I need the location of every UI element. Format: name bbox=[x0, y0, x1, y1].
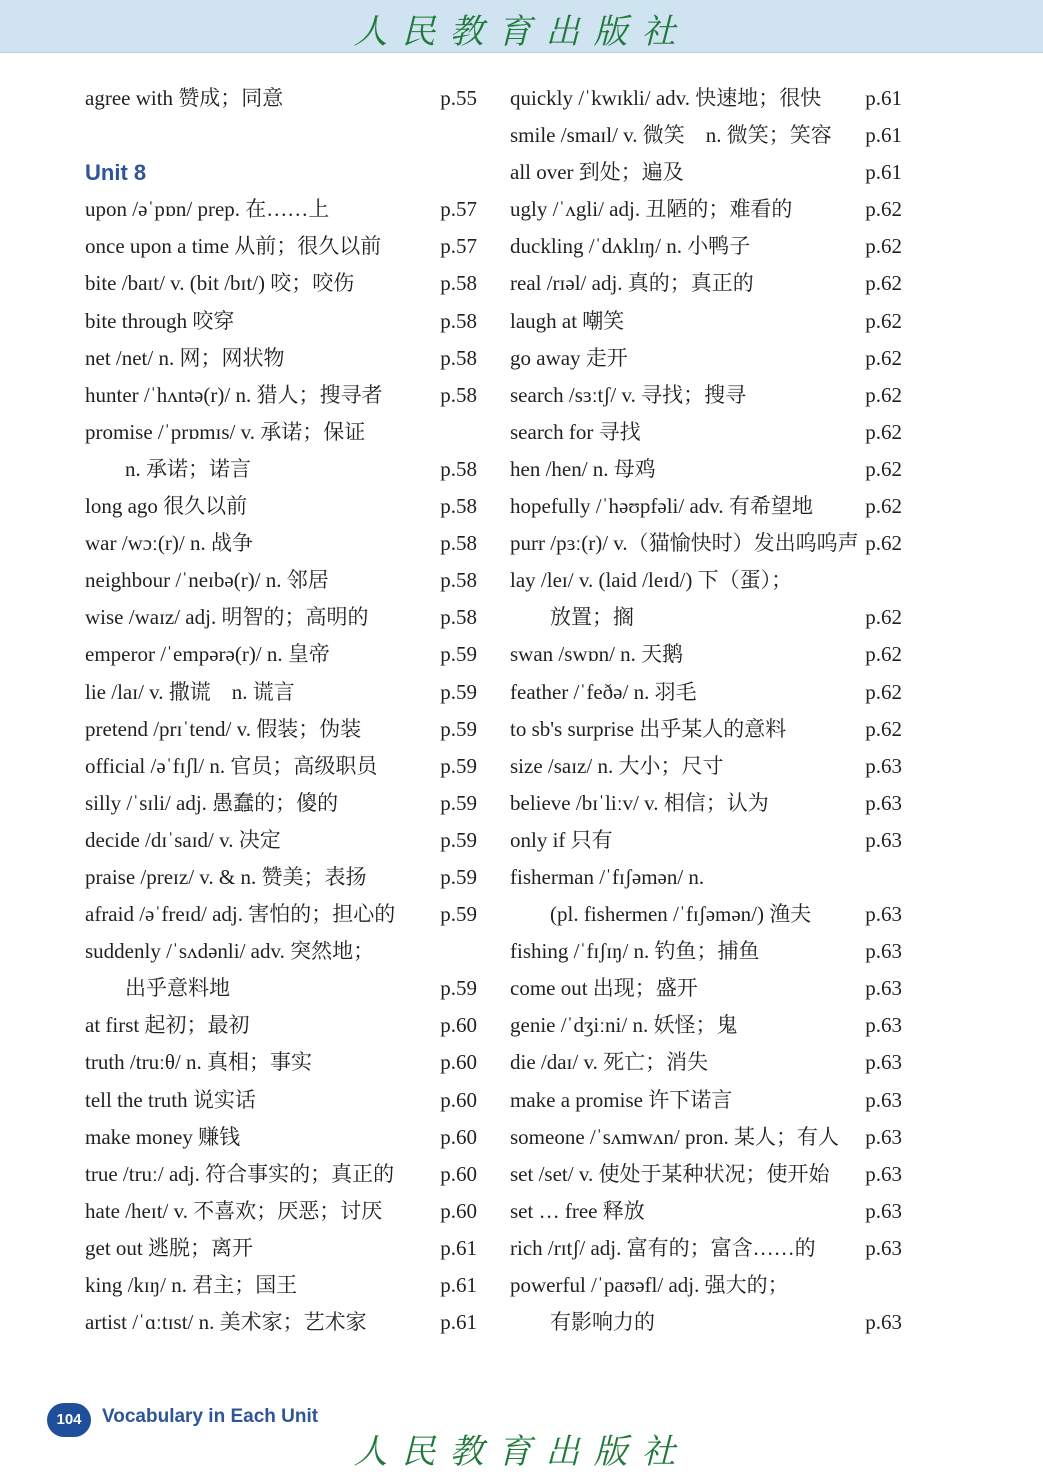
entry-text: search for 寻找 bbox=[510, 419, 641, 444]
entry-page-ref: p.62 bbox=[865, 308, 902, 333]
entry-page-ref: p.62 bbox=[865, 494, 902, 519]
vocabulary-entry bbox=[510, 1007, 902, 1044]
entry-text: only if 只有 bbox=[510, 827, 613, 852]
vocabulary-entry bbox=[510, 674, 902, 711]
entry-page-ref: p.58 bbox=[440, 382, 477, 407]
vocabulary-entry bbox=[85, 488, 477, 525]
entry-text: lie /laɪ/ v. 撒谎 n. 谎言 bbox=[85, 679, 295, 704]
vocabulary-entry bbox=[510, 636, 902, 673]
entry-page-ref: p.59 bbox=[440, 976, 477, 1001]
entry-text: 出乎意料地 bbox=[125, 976, 230, 1001]
vocabulary-entry bbox=[510, 414, 902, 451]
entry-page-ref: p.59 bbox=[440, 753, 477, 778]
vocabulary-entry bbox=[510, 970, 902, 1007]
entry-text: swan /swɒn/ n. 天鹅 bbox=[510, 642, 684, 667]
publisher-logo-bottom: 人民教育出版社 bbox=[353, 1432, 690, 1472]
entry-text: official /əˈfɪʃl/ n. 官员；高级职员 bbox=[85, 753, 378, 778]
entry-text: size /saɪz/ n. 大小；尺寸 bbox=[510, 753, 724, 778]
vocabulary-entry bbox=[85, 599, 477, 636]
vocabulary-entry bbox=[85, 80, 477, 117]
vocabulary-entry bbox=[510, 303, 902, 340]
vocabulary-entry bbox=[85, 1044, 477, 1081]
entry-text: suddenly /ˈsʌdənli/ adv. 突然地； bbox=[85, 939, 375, 964]
entry-page-ref: p.58 bbox=[440, 531, 477, 556]
entry-text: smile /smaɪl/ v. 微笑 n. 微笑；笑容 bbox=[510, 123, 832, 148]
entry-page-ref: p.59 bbox=[440, 864, 477, 889]
entry-text: net /net/ n. 网；网状物 bbox=[85, 345, 285, 370]
vocabulary-entry bbox=[85, 1230, 477, 1267]
entry-text: set /set/ v. 使处于某种状况；使开始 bbox=[510, 1161, 830, 1186]
vocabulary-entry bbox=[85, 785, 477, 822]
entry-page-ref: p.58 bbox=[440, 568, 477, 593]
entry-page-ref: p.62 bbox=[865, 716, 902, 741]
vocabulary-entry bbox=[85, 451, 477, 488]
entry-text: get out 逃脱；离开 bbox=[85, 1235, 253, 1260]
vocabulary-entry bbox=[85, 303, 477, 340]
entry-text: praise /preɪz/ v. & n. 赞美；表扬 bbox=[85, 864, 367, 889]
entry-page-ref: p.63 bbox=[865, 1235, 902, 1260]
entry-page-ref: p.61 bbox=[865, 86, 902, 110]
entry-page-ref: p.55 bbox=[440, 86, 477, 110]
vocabulary-entry bbox=[85, 896, 477, 933]
vocabulary-entry bbox=[510, 1119, 902, 1156]
vocabulary-entry bbox=[85, 1119, 477, 1156]
vocabulary-entry bbox=[510, 896, 902, 933]
entry-page-ref: p.63 bbox=[865, 753, 902, 778]
entry-text: duckling /ˈdʌklɪŋ/ n. 小鸭子 bbox=[510, 234, 751, 259]
vocabulary-entry bbox=[510, 859, 902, 896]
vocabulary-entry bbox=[510, 785, 902, 822]
entry-page-ref: p.58 bbox=[440, 308, 477, 333]
entry-text: someone /ˈsʌmwʌn/ pron. 某人；有人 bbox=[510, 1124, 839, 1149]
vocabulary-entry bbox=[85, 414, 477, 451]
entry-text: 放置；搁 bbox=[550, 605, 634, 630]
entry-page-ref: p.62 bbox=[865, 382, 902, 407]
entry-page-ref: p.61 bbox=[440, 1235, 477, 1260]
entry-text: genie /ˈdʒiːni/ n. 妖怪；鬼 bbox=[510, 1013, 738, 1038]
vocabulary-entry bbox=[85, 1304, 477, 1341]
entry-text: fisherman /ˈfɪʃəmən/ n. bbox=[510, 864, 705, 889]
entry-page-ref: p.63 bbox=[865, 1198, 902, 1223]
vocabulary-entry bbox=[510, 488, 902, 525]
vocabulary-entry bbox=[510, 117, 902, 154]
entry-page-ref: p.60 bbox=[440, 1124, 477, 1149]
entry-text: come out 出现；盛开 bbox=[510, 976, 698, 1001]
entry-page-ref: p.63 bbox=[865, 827, 902, 852]
entry-text: all over 到处；遍及 bbox=[510, 160, 684, 185]
entry-page-ref: p.62 bbox=[865, 531, 902, 556]
entry-page-ref: p.62 bbox=[865, 679, 902, 704]
entry-text: real /rɪəl/ adj. 真的；真正的 bbox=[510, 271, 754, 296]
entry-text: purr /pɜː(r)/ v.（猫愉快时）发出呜呜声 bbox=[510, 531, 859, 556]
entry-text: tell the truth 说实话 bbox=[85, 1087, 256, 1112]
entry-text: die /daɪ/ v. 死亡；消失 bbox=[510, 1050, 709, 1075]
entry-text: n. 承诺；诺言 bbox=[125, 456, 251, 481]
vocabulary-entry bbox=[85, 1156, 477, 1193]
entry-page-ref: p.61 bbox=[865, 160, 902, 185]
entry-page-ref: p.63 bbox=[865, 1013, 902, 1038]
entry-text: artist /ˈɑːtɪst/ n. 美术家；艺术家 bbox=[85, 1310, 367, 1335]
vocabulary-entry bbox=[510, 1230, 902, 1267]
vocabulary-entry bbox=[85, 377, 477, 414]
vocabulary-entry bbox=[510, 822, 902, 859]
entry-text: go away 走开 bbox=[510, 345, 628, 370]
vocabulary-entry bbox=[510, 451, 902, 488]
entry-page-ref: p.63 bbox=[865, 790, 902, 815]
vocabulary-entry bbox=[510, 1156, 902, 1193]
entry-page-ref: p.63 bbox=[865, 939, 902, 964]
vocabulary-entry bbox=[510, 1267, 902, 1304]
entry-text: wise /waɪz/ adj. 明智的；高明的 bbox=[85, 605, 369, 630]
entry-text: quickly /ˈkwɪkli/ adv. 快速地；很快 bbox=[510, 86, 822, 110]
entry-page-ref: p.59 bbox=[440, 716, 477, 741]
entry-text: long ago 很久以前 bbox=[85, 494, 248, 519]
entry-page-ref: p.60 bbox=[440, 1087, 477, 1112]
unit-heading-text: Unit 8 bbox=[85, 160, 147, 186]
entry-page-ref: p.58 bbox=[440, 456, 477, 481]
entry-page-ref: p.63 bbox=[865, 1050, 902, 1075]
entry-page-ref: p.59 bbox=[440, 642, 477, 667]
entry-text: rich /rɪtʃ/ adj. 富有的；富含……的 bbox=[510, 1235, 816, 1260]
entry-text: war /wɔː(r)/ n. 战争 bbox=[85, 531, 253, 556]
vocabulary-entry bbox=[510, 1304, 902, 1341]
vocabulary-entry bbox=[510, 599, 902, 636]
vocabulary-entry bbox=[510, 933, 902, 970]
entry-page-ref: p.63 bbox=[865, 976, 902, 1001]
entry-page-ref: p.60 bbox=[440, 1050, 477, 1075]
entry-text: once upon a time 从前；很久以前 bbox=[85, 234, 382, 259]
vocabulary-entry bbox=[85, 228, 477, 265]
entry-text: make money 赚钱 bbox=[85, 1124, 241, 1149]
vocabulary-entry bbox=[510, 1044, 902, 1081]
vocabulary-entry bbox=[510, 191, 902, 228]
entry-page-ref: p.63 bbox=[865, 1087, 902, 1112]
page-number-badge: 104 bbox=[47, 1403, 91, 1437]
entry-page-ref: p.59 bbox=[440, 679, 477, 704]
entry-page-ref: p.58 bbox=[440, 605, 477, 630]
vocabulary-entry bbox=[510, 154, 902, 191]
entry-text: truth /truːθ/ n. 真相；事实 bbox=[85, 1050, 313, 1075]
vocabulary-entry bbox=[510, 562, 902, 599]
entry-page-ref: p.62 bbox=[865, 197, 902, 222]
entry-text: emperor /ˈempərə(r)/ n. 皇帝 bbox=[85, 642, 330, 667]
vocabulary-entry bbox=[85, 191, 477, 228]
entry-text: afraid /əˈfreɪd/ adj. 害怕的；担心的 bbox=[85, 902, 396, 927]
entry-text: neighbour /ˈneɪbə(r)/ n. 邻居 bbox=[85, 568, 329, 593]
vocabulary-entry bbox=[510, 1082, 902, 1119]
entry-page-ref: p.58 bbox=[440, 345, 477, 370]
entry-text: silly /ˈsɪli/ adj. 愚蠢的；傻的 bbox=[85, 790, 339, 815]
vocabulary-entry bbox=[85, 822, 477, 859]
vocabulary-entry bbox=[510, 711, 902, 748]
entry-page-ref: p.58 bbox=[440, 494, 477, 519]
vocabulary-entry bbox=[85, 1082, 477, 1119]
entry-text: ugly /ˈʌgli/ adj. 丑陋的；难看的 bbox=[510, 197, 793, 222]
vocabulary-entry bbox=[510, 340, 902, 377]
entry-text: king /kɪŋ/ n. 君主；国王 bbox=[85, 1273, 298, 1297]
entry-page-ref: p.60 bbox=[440, 1161, 477, 1186]
entry-page-ref: p.62 bbox=[865, 234, 902, 259]
vocabulary-entry bbox=[85, 1007, 477, 1044]
entry-page-ref: p.62 bbox=[865, 642, 902, 667]
entry-text: bite /baɪt/ v. (bit /bɪt/) 咬；咬伤 bbox=[85, 271, 355, 296]
publisher-logo-top: 人民教育出版社 bbox=[353, 12, 690, 52]
vocabulary-entry bbox=[510, 228, 902, 265]
vocabulary-entry bbox=[85, 1267, 477, 1304]
vocabulary-entry bbox=[85, 1193, 477, 1230]
entry-text: to sb's surprise 出乎某人的意料 bbox=[510, 716, 787, 741]
entry-text: fishing /ˈfɪʃɪŋ/ n. 钓鱼；捕鱼 bbox=[510, 939, 760, 964]
entry-page-ref: p.57 bbox=[440, 197, 477, 222]
entry-page-ref: p.62 bbox=[865, 419, 902, 444]
entry-text: decide /dɪˈsaɪd/ v. 决定 bbox=[85, 827, 281, 852]
entry-page-ref: p.60 bbox=[440, 1198, 477, 1223]
entry-page-ref: p.59 bbox=[440, 902, 477, 927]
vocabulary-entry bbox=[85, 711, 477, 748]
entry-text: pretend /prɪˈtend/ v. 假装；伪装 bbox=[85, 716, 362, 741]
entry-page-ref: p.59 bbox=[440, 827, 477, 852]
entry-text: make a promise 许下诺言 bbox=[510, 1087, 733, 1112]
entry-text: at first 起初；最初 bbox=[85, 1013, 250, 1038]
entry-page-ref: p.61 bbox=[440, 1273, 477, 1297]
entry-text: hen /hen/ n. 母鸡 bbox=[510, 456, 656, 481]
entry-page-ref: p.62 bbox=[865, 456, 902, 481]
entry-page-ref: p.59 bbox=[440, 790, 477, 815]
vocabulary-entry bbox=[85, 933, 477, 970]
vocabulary-entry bbox=[85, 525, 477, 562]
entry-page-ref: p.61 bbox=[865, 123, 902, 148]
vocabulary-entry bbox=[85, 859, 477, 896]
entry-text: promise /ˈprɒmɪs/ v. 承诺；保证 bbox=[85, 419, 366, 444]
vocabulary-entry bbox=[510, 80, 902, 117]
unit-heading bbox=[85, 117, 477, 191]
entry-text: 有影响力的 bbox=[550, 1310, 655, 1335]
entry-text: search /sɜːtʃ/ v. 寻找；搜寻 bbox=[510, 382, 747, 407]
entry-page-ref: p.63 bbox=[865, 1161, 902, 1186]
vocabulary-column-right bbox=[510, 80, 902, 1341]
vocabulary-entry bbox=[510, 265, 902, 302]
entry-text: set … free 释放 bbox=[510, 1198, 645, 1223]
entry-page-ref: p.62 bbox=[865, 345, 902, 370]
entry-text: hate /heɪt/ v. 不喜欢；厌恶；讨厌 bbox=[85, 1198, 383, 1223]
entry-text: laugh at 嘲笑 bbox=[510, 308, 625, 333]
vocabulary-entry bbox=[510, 1193, 902, 1230]
vocabulary-entry bbox=[85, 748, 477, 785]
vocabulary-column-left bbox=[85, 80, 477, 1341]
entry-page-ref: p.63 bbox=[865, 902, 902, 927]
vocabulary-entry bbox=[85, 265, 477, 302]
entry-text: agree with 赞成；同意 bbox=[85, 86, 284, 110]
entry-text: lay /leɪ/ v. (laid /leɪd/) 下（蛋）； bbox=[510, 568, 793, 593]
entry-page-ref: p.61 bbox=[440, 1310, 477, 1335]
entry-page-ref: p.63 bbox=[865, 1124, 902, 1149]
vocabulary-entry bbox=[85, 340, 477, 377]
entry-text: upon /əˈpɒn/ prep. 在……上 bbox=[85, 197, 330, 222]
vocabulary-entry bbox=[85, 562, 477, 599]
section-title: Vocabulary in Each Unit bbox=[102, 1406, 319, 1427]
vocabulary-entry bbox=[85, 636, 477, 673]
entry-text: true /truː/ adj. 符合事实的；真正的 bbox=[85, 1161, 395, 1186]
entry-page-ref: p.58 bbox=[440, 271, 477, 296]
vocabulary-entry bbox=[510, 377, 902, 414]
entry-text: bite through 咬穿 bbox=[85, 308, 235, 333]
entry-page-ref: p.62 bbox=[865, 605, 902, 630]
vocabulary-entry bbox=[85, 674, 477, 711]
entry-text: (pl. fishermen /ˈfɪʃəmən/) 渔夫 bbox=[550, 902, 812, 927]
entry-text: hopefully /ˈhəʊpfəli/ adv. 有希望地 bbox=[510, 494, 813, 519]
entry-page-ref: p.57 bbox=[440, 234, 477, 259]
vocabulary-entry bbox=[510, 748, 902, 785]
entry-page-ref: p.63 bbox=[865, 1310, 902, 1335]
entry-text: believe /bɪˈliːv/ v. 相信；认为 bbox=[510, 790, 769, 815]
vocabulary-entry bbox=[85, 970, 477, 1007]
entry-page-ref: p.60 bbox=[440, 1013, 477, 1038]
entry-text: hunter /ˈhʌntə(r)/ n. 猎人；搜寻者 bbox=[85, 382, 383, 407]
entry-text: powerful /ˈpaʊəfl/ adj. 强大的； bbox=[510, 1273, 789, 1297]
entry-page-ref: p.62 bbox=[865, 271, 902, 296]
vocabulary-entry bbox=[510, 525, 902, 562]
entry-text: feather /ˈfeðə/ n. 羽毛 bbox=[510, 679, 697, 704]
